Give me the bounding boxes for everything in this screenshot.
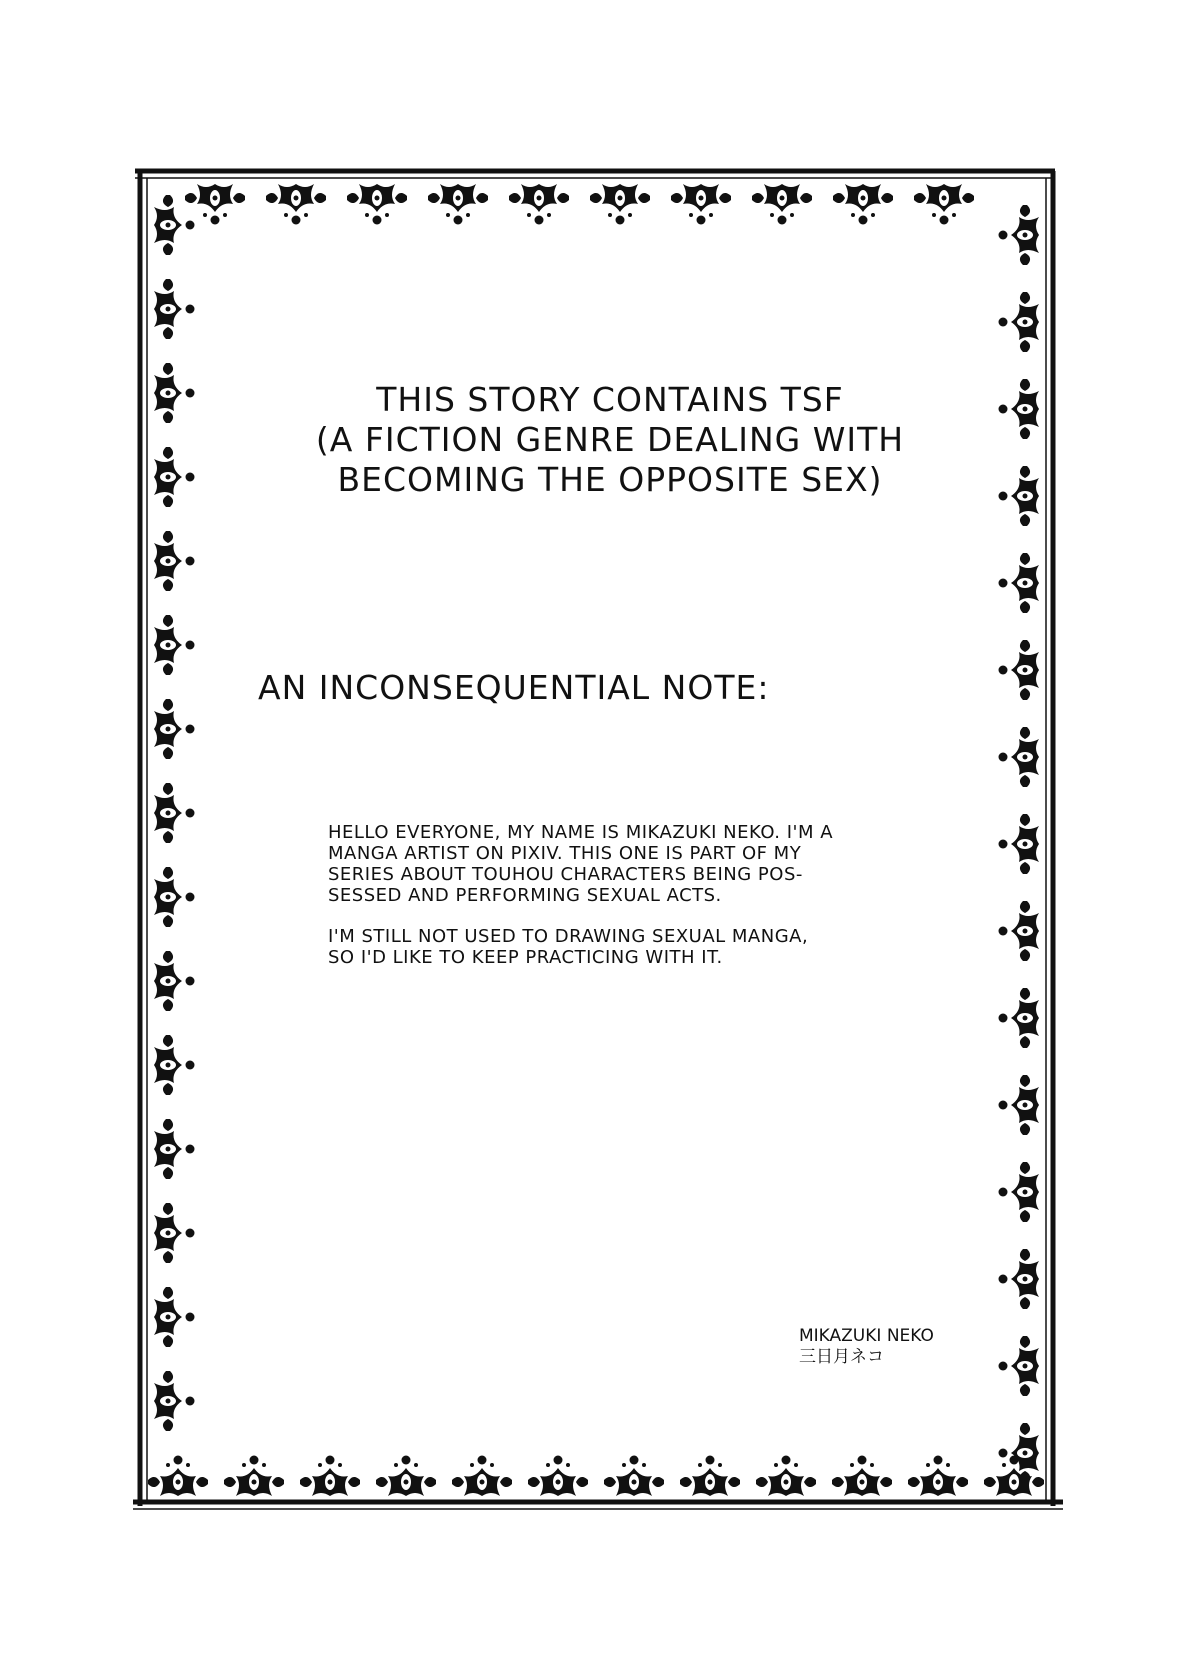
lace-ornament-icon [154,1035,195,1095]
lace-ornament-icon [185,184,245,225]
lace-ornament-icon [154,279,195,339]
lace-ornament-icon [999,379,1040,439]
lace-ornament-icon [999,901,1040,961]
note-line: SO I'D LIKE TO KEEP PRACTICING WITH IT. [328,947,723,968]
lace-ornament-icon [832,1456,892,1497]
lace-ornament-icon [914,184,974,225]
lace-ornament-icon [999,1336,1040,1396]
lace-ornament-icon [999,553,1040,613]
lace-ornament-icon [266,184,326,225]
author-signature [799,1326,934,1368]
warning-line: THIS STORY CONTAINS TSF [376,380,844,419]
lace-ornament-icon [999,466,1040,526]
warning-line: (A FICTION GENRE DEALING WITH [315,420,905,459]
warning-line: BECOMING THE OPPOSITE SEX) [337,460,883,499]
lace-ornament-icon [224,1456,284,1497]
lace-ornament-icon [452,1456,512,1497]
author-name: MIKAZUKI NEKO [799,1326,934,1346]
lace-ornament-icon [680,1456,740,1497]
note-line: HELLO EVERYONE, MY NAME IS MIKAZUKI NEKO. I'M A [328,822,834,843]
lace-ornament-icon [154,195,195,255]
lace-ornament-icon [999,1075,1040,1135]
lace-ornament-icon [756,1456,816,1497]
lace-ornament-icon [154,1119,195,1179]
lace-ornament-icon [999,205,1040,265]
lace-ornament-icon [154,867,195,927]
lace-ornament-icon [154,531,195,591]
lace-ornament-icon [154,951,195,1011]
note-heading: AN INCONSEQUENTIAL NOTE: [258,668,770,707]
note-line: MANGA ARTIST ON PIXIV. THIS ONE IS PART OF MY [328,843,802,864]
lace-ornament-icon [154,783,195,843]
lace-ornament-icon [999,1162,1040,1222]
lace-ornament-icon [154,1371,195,1431]
author-name-japanese: 三日月ネコ [799,1347,884,1367]
lace-ornament-icon [999,988,1040,1048]
note-paragraph [328,926,888,968]
lace-ornament-icon [999,814,1040,874]
content-warning [300,380,920,500]
lace-ornament-icon [999,1249,1040,1309]
lace-ornament-icon [590,184,650,225]
lace-ornament-icon [528,1456,588,1497]
lace-ornament-icon [999,292,1040,352]
lace-ornament-icon [376,1456,436,1497]
note-line: SESSED AND PERFORMING SEXUAL ACTS. [328,885,722,906]
lace-ornament-icon [154,1203,195,1263]
lace-ornament-icon [908,1456,968,1497]
lace-ornament-icon [154,615,195,675]
note-body [328,822,888,968]
lace-ornament-icon [752,184,812,225]
lace-ornament-icon [671,184,731,225]
lace-ornament-icon [300,1456,360,1497]
lace-ornament-icon [347,184,407,225]
lace-ornament-icon [154,447,195,507]
lace-ornament-icon [154,363,195,423]
note-paragraph [328,822,888,906]
lace-ornament-icon [154,1287,195,1347]
note-line: SERIES ABOUT TOUHOU CHARACTERS BEING POS- [328,864,803,885]
lace-ornament-icon [154,699,195,759]
lace-ornament-icon [509,184,569,225]
lace-ornament-icon [999,727,1040,787]
lace-ornament-icon [148,1456,208,1497]
lace-ornament-icon [428,184,488,225]
lace-ornament-icon [999,640,1040,700]
lace-ornament-icon [833,184,893,225]
note-line: I'M STILL NOT USED TO DRAWING SEXUAL MANGA, [328,926,809,947]
lace-ornament-icon [604,1456,664,1497]
